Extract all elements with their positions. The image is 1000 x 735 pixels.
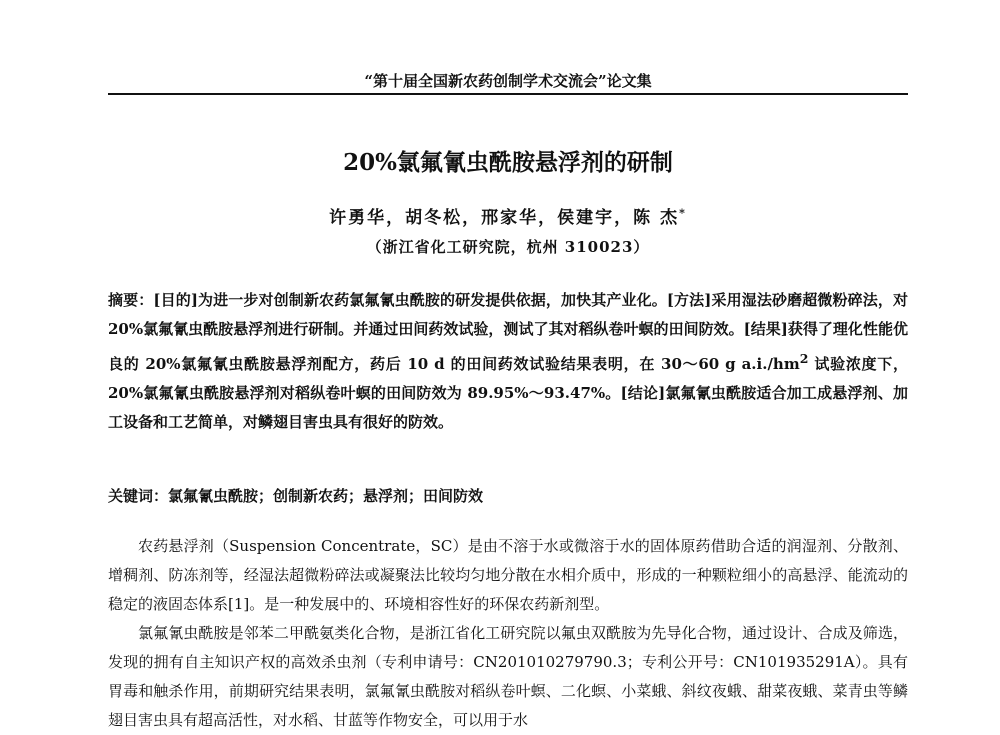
keywords-text: 氯氟氰虫酰胺；创制新农药；悬浮剂；田间防效 [168,487,484,505]
abstract [108,286,908,437]
method-label: [方法] [666,291,712,309]
abstract-label: 摘要： [108,291,154,309]
conclusion-label: [结论] [620,384,666,402]
conclusion-text: 氯氟氰虫酰胺适合加工成悬浮剂、加工设备和工艺简单，对鳞翅目害虫具有很好的防效。 [108,384,908,431]
body-paragraph-2: 氯氟氰虫酰胺是邻苯二甲酰氨类化合物，是浙江省化工研究院以氟虫双酰胺为先导化合物，通过设计、合成及筛选，发现的拥有自主知识产权的高效杀虫剂（专利申请号：CN201010279790.3；专利公开号：CN101935291A）。具有胃毒和触杀作用，前期研究结果表明，氯氟氰虫酰胺对稻纵卷叶螟、二化螟、小菜蛾、斜纹夜蛾、甜菜夜蛾、菜青虫等鳞翅目害虫具有超高活性，对水稻、甘蓝等作物安全，可以用于水 [108,624,908,729]
result-text-b: 试验浓度下，20%氯氟氰虫酰胺悬浮剂对稻纵卷叶螟的田间防效为 89.95%～93.47%。 [108,355,908,402]
unit-superscript: 2 [799,351,809,366]
corresponding-author-mark: * [679,206,687,220]
header-rule [108,93,908,95]
paper-title: 20%氯氟氰虫酰胺悬浮剂的研制 [343,149,673,176]
running-header: “第十届全国新农药创制学术交流会”论文集 [364,72,652,90]
result-label: [结果] [743,320,788,338]
authors-text: 许勇华，胡冬松，邢家华，侯建宇，陈 杰 [329,208,680,228]
keywords [108,485,908,506]
body-text [108,532,908,735]
keywords-label: 关键词： [108,487,169,505]
affiliation: （浙江省化工研究院，杭州 310023） [366,238,650,256]
purpose-text: 为进一步对创制新农药氯氟氰虫酰胺的研发提供依据，加快其产业化。 [197,291,667,309]
purpose-label: [目的] [153,291,198,309]
method-text: 采用湿法砂磨超微粉碎法，对 20%氯氟氰虫酰胺悬浮剂进行研制。并通过田间药效试验，测试了其对稻纵卷叶螟的田间防效。 [108,291,908,338]
author-list [108,203,908,228]
result-text-a: 获得了理化性能优良的 20%氯氟氰虫酰胺悬浮剂配方，药后 10 d 的田间药效试验结果表明，在 30～60 g a.i./hm [108,320,908,373]
body-paragraph-1: 农药悬浮剂（Suspension Concentrate，SC）是由不溶于水或微溶于水的固体原药借助合适的润湿剂、分散剂、增稠剂、防冻剂等，经湿法超微粉碎法或凝聚法比较均匀地分散在水相介质中，形成的一种颗粒细小的高悬浮、能流动的稳定的液固态体系[1]。是一种发展中的、环境相容性好的环保农药新剂型。 [108,537,908,613]
